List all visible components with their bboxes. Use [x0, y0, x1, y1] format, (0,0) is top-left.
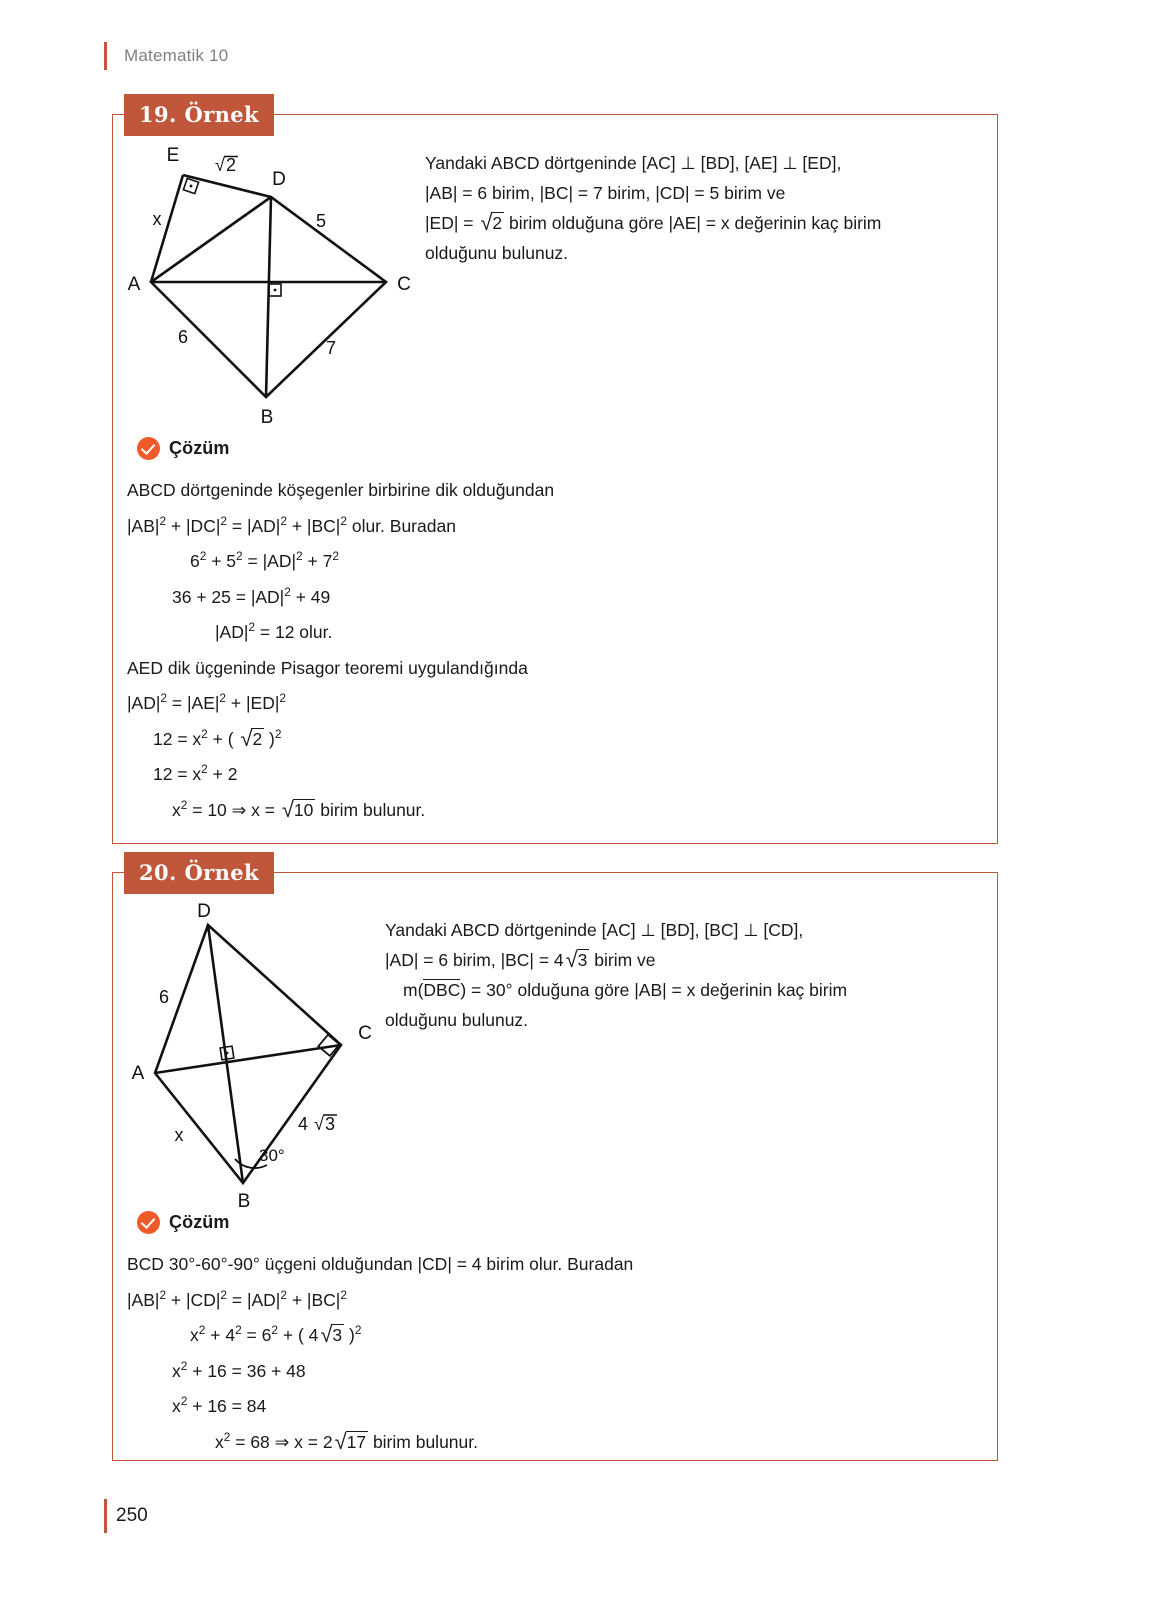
figure-19-label-A: A [127, 274, 141, 295]
sqrt-symbol-icon: √ [480, 210, 493, 235]
prompt-20-line-2: |AD| = 6 birim, |BC| = 4√3 birim ve [385, 945, 965, 975]
prompt-20-line-3: m(DBC) = 30° olduğuna göre |AB| = x değerinin kaç birim [403, 980, 848, 1000]
step-19-6: AED dik üçgeninde Pisagor teoremi uygulandığında [127, 657, 528, 678]
sqrt-symbol-icon: √ [281, 796, 294, 822]
diagonal-ac [155, 1045, 341, 1073]
step-20-2: $|AB|^2 + |CD|^2 = |AD|^2 + |BC|^2$ [127, 1287, 347, 1310]
svg-text:3: 3 [324, 1114, 336, 1134]
figure-20-svg [123, 901, 423, 1212]
sqrt-2-step: √2 [240, 725, 263, 751]
step-19-2: $|AB|^2 + |DC|^2 = |AD|^2 + |BC|^2$ olur. Buradan [127, 513, 456, 536]
check-circle-icon [137, 1211, 160, 1234]
step-19-10: $x^2 = 10$ ⇒ x = √10 birim bulunur. [127, 793, 947, 829]
example-19-figure [121, 147, 431, 432]
sqrt-symbol-icon: √ [314, 1114, 324, 1134]
example-20-card [112, 860, 998, 1461]
sqrt-2-inline: √2 [480, 210, 503, 235]
figure-19-edge-sqrt2 [215, 155, 238, 175]
footer-accent-bar [104, 1499, 107, 1533]
running-head [104, 42, 228, 70]
example-19-prompt [425, 148, 985, 268]
step-20-6: $x^2 = 68$ ⇒ x = 2√17 birim bulunur. [127, 1425, 947, 1461]
segment-ad [151, 197, 271, 282]
step-20-4: $x^2 + 16 = 36 + 48$ [172, 1358, 306, 1381]
step-19-4: $36 + 25 = |AD|^2 + 49$ [172, 584, 331, 607]
prompt-20-line-1: Yandaki ABCD dörtgeninde [AC] ⊥ [BD], [BC] ⊥ [CD], [385, 920, 804, 940]
sqrt-symbol-icon: √ [565, 947, 578, 972]
segment-ed [183, 175, 271, 197]
page-number: 250 [116, 1505, 148, 1526]
right-angle-dot-diagonals [274, 289, 277, 292]
step-19-1: ABCD dörtgeninde köşegenler birbirine dik olduğundan [127, 480, 555, 500]
example-20-steps [127, 1247, 947, 1460]
figure-19-edge-5: 5 [315, 211, 327, 231]
figure-20-edge-4sqrt3 [298, 1114, 337, 1134]
example-20-tab-label: 20. Örnek [124, 852, 274, 894]
step-19-9: $12 = x^2 + 2$ [153, 762, 238, 784]
step-19-3: $6^2 + 5^2 = |AD|^2 + 7^2$ [190, 549, 339, 571]
page-footer [104, 1499, 148, 1533]
prompt-19-line-1: Yandaki ABCD dörtgeninde [AC] ⊥ [BD], [AE] ⊥ [ED], [425, 153, 842, 173]
example-20-solution-header [137, 1211, 230, 1234]
step-20-3: $x^2 + 4^2 = 6^2$ + ( 4√3 )$^2$ [127, 1318, 947, 1354]
figure-19-label-E: E [166, 145, 180, 166]
sqrt-3-inline: √3 [565, 947, 588, 972]
example-20-prompt [385, 915, 965, 1035]
right-angle-mark-e [183, 178, 198, 193]
figure-19-edge-x: x [152, 209, 162, 229]
figure-19-edge-7: 7 [325, 338, 337, 358]
figure-20-label-D: D [197, 901, 211, 922]
sqrt-3-step: √3 [320, 1322, 343, 1347]
example-19-tab-label: 19. Örnek [124, 94, 274, 136]
prompt-19-line-2: |AB| = 6 birim, |BC| = 7 birim, |CD| = 5 birim ve [425, 183, 786, 203]
step-19-8: $12 = x^2$ + ( √2 )$^2$ [127, 722, 947, 758]
example-19-card [112, 102, 998, 844]
check-circle-icon [137, 437, 160, 460]
sqrt-symbol-icon: √ [334, 1428, 347, 1454]
figure-19-label-B: B [260, 407, 274, 428]
figure-19-edge-6: 6 [177, 327, 189, 347]
figure-20-edge-6: 6 [158, 987, 170, 1007]
prompt-19-line-4: olduğunu bulunuz. [425, 243, 569, 263]
step-20-1: BCD 30°-60°-90° üçgeni olduğundan |CD| = 4 birim olur. Buradan [127, 1254, 634, 1274]
step-19-7: $|AD|^2 = |AE|^2 + |ED|^2$ [127, 691, 287, 713]
example-20-figure [123, 901, 423, 1212]
sqrt-symbol-icon: √ [320, 1322, 333, 1347]
example-19-solution-label: Çözüm [169, 438, 230, 458]
figure-20-label-C: C [358, 1023, 372, 1044]
running-head-title: Matematik 10 [124, 46, 229, 65]
figure-20-edge-x: x [174, 1125, 184, 1145]
diagonal-bd [266, 197, 271, 397]
figure-20-label-B: B [237, 1191, 251, 1212]
sqrt-17-step: √17 [334, 1428, 367, 1454]
arc-notation-dbc: DBC [423, 980, 461, 1000]
example-19-solution-header [137, 437, 230, 460]
example-20-solution-label: Çözüm [169, 1212, 230, 1232]
example-19-steps [127, 473, 947, 828]
sqrt-symbol-icon: √ [240, 725, 253, 751]
prompt-20-line-4: olduğunu bulunuz. [385, 1010, 529, 1030]
running-head-accent-bar [104, 42, 107, 70]
figure-19-svg [121, 147, 431, 427]
step-19-5: $|AD|^2 = 12$ olur. [215, 620, 333, 642]
coefficient-4: 4 [297, 1114, 309, 1134]
figure-19-label-C: C [397, 274, 411, 295]
figure-19-label-D: D [272, 169, 286, 190]
svg-text:2: 2 [225, 155, 237, 175]
step-20-5: $x^2 + 16 = 84$ [172, 1394, 267, 1416]
sqrt-10-step: √10 [281, 796, 314, 822]
figure-20-angle-30: 30° [259, 1146, 285, 1165]
sqrt-symbol-icon: √ [215, 155, 225, 175]
figure-20-label-A: A [131, 1063, 145, 1084]
prompt-19-line-3: |ED| = √2 birim olduğuna göre |AE| = x değerinin kaç birim [425, 208, 985, 238]
